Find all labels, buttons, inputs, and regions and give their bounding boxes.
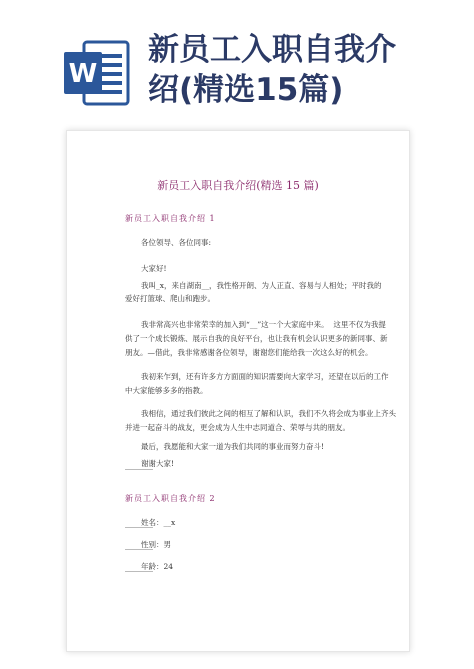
field-gender: 性别：男 [141,540,171,549]
page-title [148,30,468,110]
field-name: 姓名：__x [141,518,176,527]
document-page [66,130,410,652]
paragraph-line: 供了一个成长锻炼、展示自我的良好平台，也让我有机会认识更多的新同事、新 [125,334,388,343]
underline [125,469,153,470]
underline [125,549,153,550]
paragraph-line: 我叫_x，来自湖南__，我性格开朗、为人正直、容易与人相处；平时我的 [141,281,382,290]
title-line-1: 新员工入职自我介 [148,32,396,68]
word-doc-icon [62,38,132,108]
underline [125,571,153,572]
section-2-heading: 新员工入职自我介绍 2 [125,494,216,503]
document-title: 新员工入职自我介绍(精选 15 篇) [157,179,319,192]
paragraph-line: 最后，我愿能和大家一道为我们共同的事业而努力奋斗! [141,442,325,451]
underline [125,527,153,528]
field-age: 年龄：24 [141,562,174,571]
paragraph-line: 中大家能够多多的指教。 [125,386,208,395]
paragraph-line: 谢谢大家! [141,459,175,468]
paragraph-line: 我非常高兴也非常荣幸的加入到“__”这一个大家庭中来。 这里不仅为我提 [141,320,386,329]
paragraph-line: 我初来乍到，还有许多方方面面的知识需要向大家学习，还望在以后的工作 [141,372,389,381]
paragraph-line: 各位领导、各位同事: [141,238,212,247]
paragraph-line: 爱好打篮球、爬山和跑步。 [125,294,215,303]
svg-text:W: W [68,59,98,89]
title-line-2: 绍(精选15篇) [148,72,344,108]
paragraph-line: 朋友。—借此，我非常感谢各位领导，谢谢您们能给我一次这么好的机会。 [125,348,373,357]
paragraph-line: 我相信，通过我们彼此之间的相互了解和认识，我们不久将会成为事业上齐头 [141,409,396,418]
paragraph-line: 大家好! [141,264,167,273]
section-1-heading: 新员工入职自我介绍 1 [125,214,216,223]
paragraph-line: 并进一起奋斗的战友，更会成为人生中志同道合、荣辱与共的朋友。 [125,423,350,432]
